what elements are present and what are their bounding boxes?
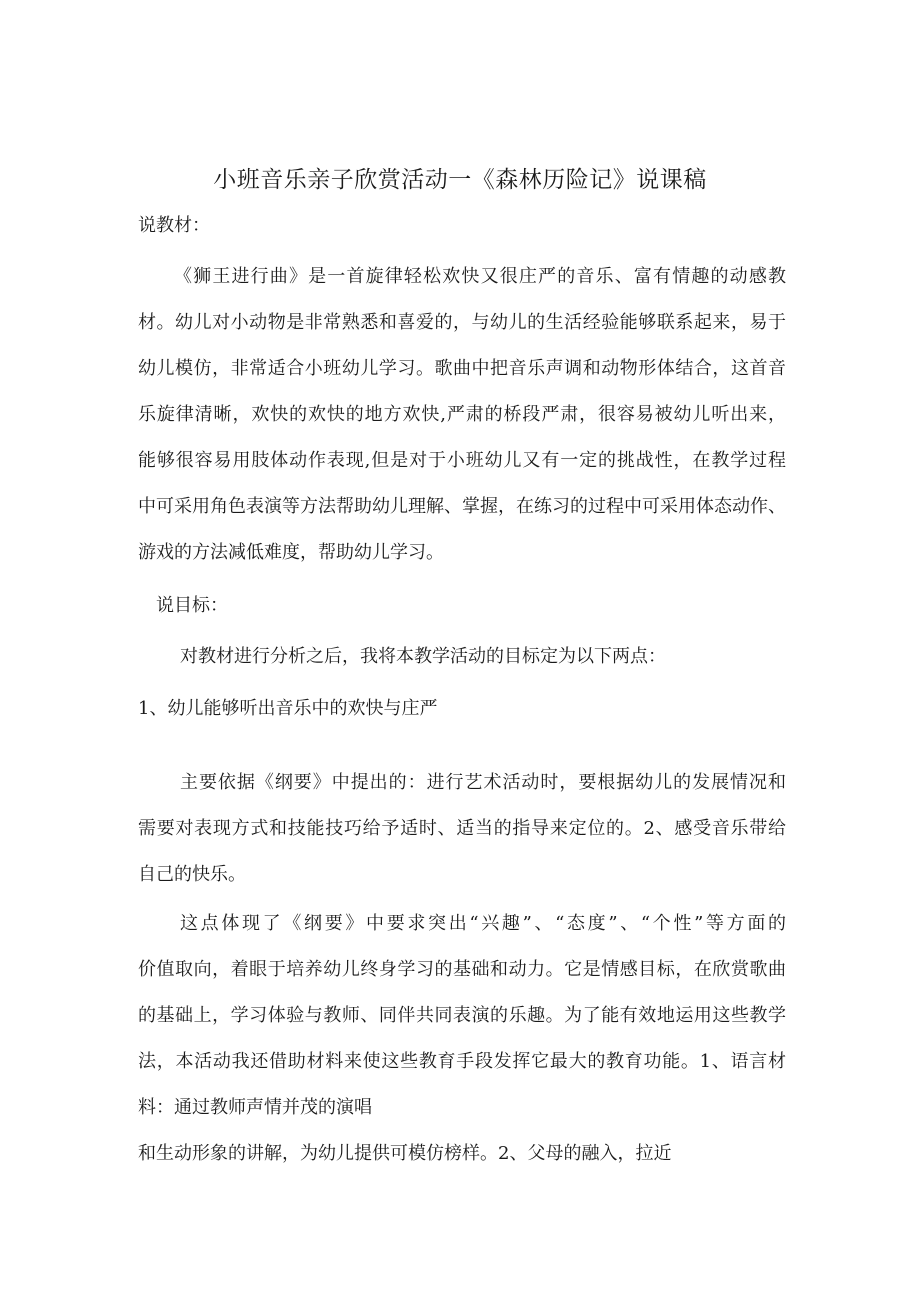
para1-line-7: 游戏的方法减低难度，帮助幼儿学习。 xyxy=(138,542,444,563)
goal-1: 1、幼儿能够听出音乐中的欢快与庄严 xyxy=(138,698,438,719)
para1-line-6: 中可采用角色表演等方法帮助幼儿理解、掌握，在练习的过程中可采用体态动作、 xyxy=(138,496,786,517)
heading-goals: 说目标： xyxy=(156,595,228,616)
goals-intro: 对教材进行分析之后，我将本教学活动的目标定为以下两点： xyxy=(180,646,666,667)
para1-line-4: 乐旋律清晰，欢快的欢快的地方欢快,严肃的桥段严肃，很容易被幼儿听出来， xyxy=(138,404,786,425)
para3-line-4: 法，本活动我还借助材料来使这些教育手段发挥它最大的教育功能。1、语言材 xyxy=(138,1051,786,1072)
para2-line-2: 需要对表现方式和技能技巧给予适时、适当的指导来定位的。2、感受音乐带给 xyxy=(138,818,786,839)
para1-line-2: 材。幼儿对小动物是非常熟悉和喜爱的，与幼儿的生活经验能够联系起来，易于 xyxy=(138,312,786,333)
para1-line-5: 能够很容易用肢体动作表现,但是对于小班幼儿又有一定的挑战性，在教学过程 xyxy=(138,450,786,471)
heading-material: 说教材： xyxy=(138,215,210,236)
para3-line-5: 料：通过教师声情并茂的演唱 xyxy=(138,1097,372,1118)
document-title: 小班音乐亲子欣赏活动一《森林历险记》说课稿 xyxy=(213,167,707,193)
para2-line-1: 主要依据《纲要》中提出的：进行艺术活动时，要根据幼儿的发展情况和 xyxy=(180,772,786,793)
para3-line-3: 的基础上，学习体验与教师、同伴共同表演的乐趣。为了能有效地运用这些教学 xyxy=(138,1005,786,1026)
para3-line-1: 这点体现了《纲要》中要求突出“兴趣”、“态度”、“个性”等方面的 xyxy=(180,913,786,934)
para3-line-2: 价值取向，着眼于培养幼儿终身学习的基础和动力。它是情感目标，在欣赏歌曲 xyxy=(138,959,786,980)
para2-line-3: 自己的快乐。 xyxy=(138,864,246,885)
para1-line-3: 幼儿模仿，非常适合小班幼儿学习。歌曲中把音乐声调和动物形体结合，这首音 xyxy=(138,358,786,379)
para3-line-6: 和生动形象的讲解，为幼儿提供可模仿榜样。2、父母的融入，拉近 xyxy=(138,1143,672,1164)
para1-line-1: 《狮王进行曲》是一首旋律轻松欢快又很庄严的音乐、富有情趣的动感教 xyxy=(174,266,786,287)
